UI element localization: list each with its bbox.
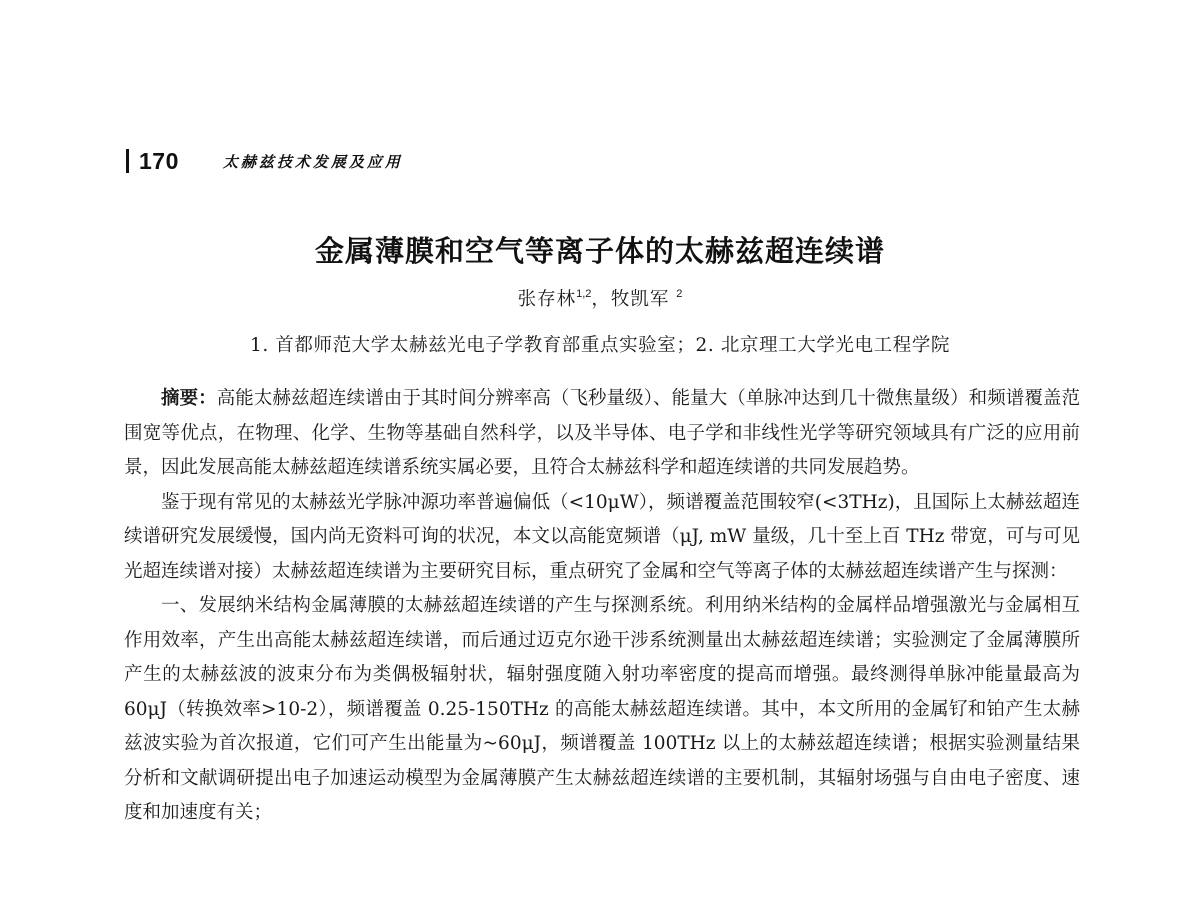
author-name: 牧凯军: [610, 289, 670, 310]
author-line: [0, 285, 1200, 311]
article-body: [124, 382, 1080, 831]
affiliation-marks: 1,2: [576, 288, 592, 300]
running-head-rule: [126, 149, 129, 173]
body-paragraph: 一、发展纳米结构金属薄膜的太赫兹超连续谱的产生与探测系统。利用纳米结构的金属样品增强激光与金属相互作用效率，产生出高能太赫兹超连续谱，而后通过迈克尔逊干涉系统测量出太赫兹超连续谱；实验测定了金属薄膜所产生的太赫兹波的波束分布为类偶极辐射状，辐射强度随入射功率密度的提高而增强。最终测得单脉冲能量最高为 60μJ（转换效率>10-2），频谱覆盖 0.25-150THz 的高能太赫兹超连续谱。其中，本文所用的金属钌和铂产生太赫兹波实验为首次报道，它们可产生出能量为~60μJ，频谱覆盖 100THz 以上的太赫兹超连续谱；根据实验测量结果分析和文献调研提出电子加速运动模型为金属薄膜产生太赫兹超连续谱的主要机制，其辐射场强与自由电子密度、速度和加速度有关；: [124, 595, 1080, 823]
page-number: 170: [139, 147, 179, 174]
article-title: 金属薄膜和空气等离子体的太赫兹超连续谱: [314, 234, 885, 268]
abstract-label: 摘要: [161, 388, 199, 409]
author-name: 张存林: [517, 289, 577, 310]
author-separator: ，: [591, 289, 611, 310]
abstract-text: 高能太赫兹超连续谱由于其时间分辨率高（飞秒量级）、能量大（单脉冲达到几十微焦量级）和频谱覆盖范围宽等优点，在物理、化学、生物等基础自然科学，以及半导体、电子学和非线性光学等研究领域具有广泛的应用前景，因此发展高能太赫兹超连续谱系统实属必要，且符合太赫兹科学和超连续谱的共同发展趋势。: [124, 388, 1080, 478]
abstract-paragraph: [124, 382, 1080, 486]
abstract-colon: ：: [198, 388, 217, 409]
affiliations: 1. 首都师范大学太赫兹光电子学教育部重点实验室；2. 北京理工大学光电工程学院: [249, 335, 951, 356]
body-paragraph: 鉴于现有常见的太赫兹光学脉冲源功率普遍偏低（<10μW），频谱覆盖范围较窄(<3THz)，且国际上太赫兹超连续谱研究发展缓慢，国内尚无资料可询的状况，本文以高能宽频谱（μJ, mW 量级，几十至上百 THz 带宽，可与可见光超连续谱对接）太赫兹超连续谱为主要研究目标，重点研究了金属和空气等离子体的太赫兹超连续谱产生与探测：: [124, 491, 1080, 582]
running-head: [126, 146, 403, 176]
affiliation-marks: 2: [676, 288, 683, 300]
book-title: 太赫兹技术发展及应用: [222, 152, 403, 171]
